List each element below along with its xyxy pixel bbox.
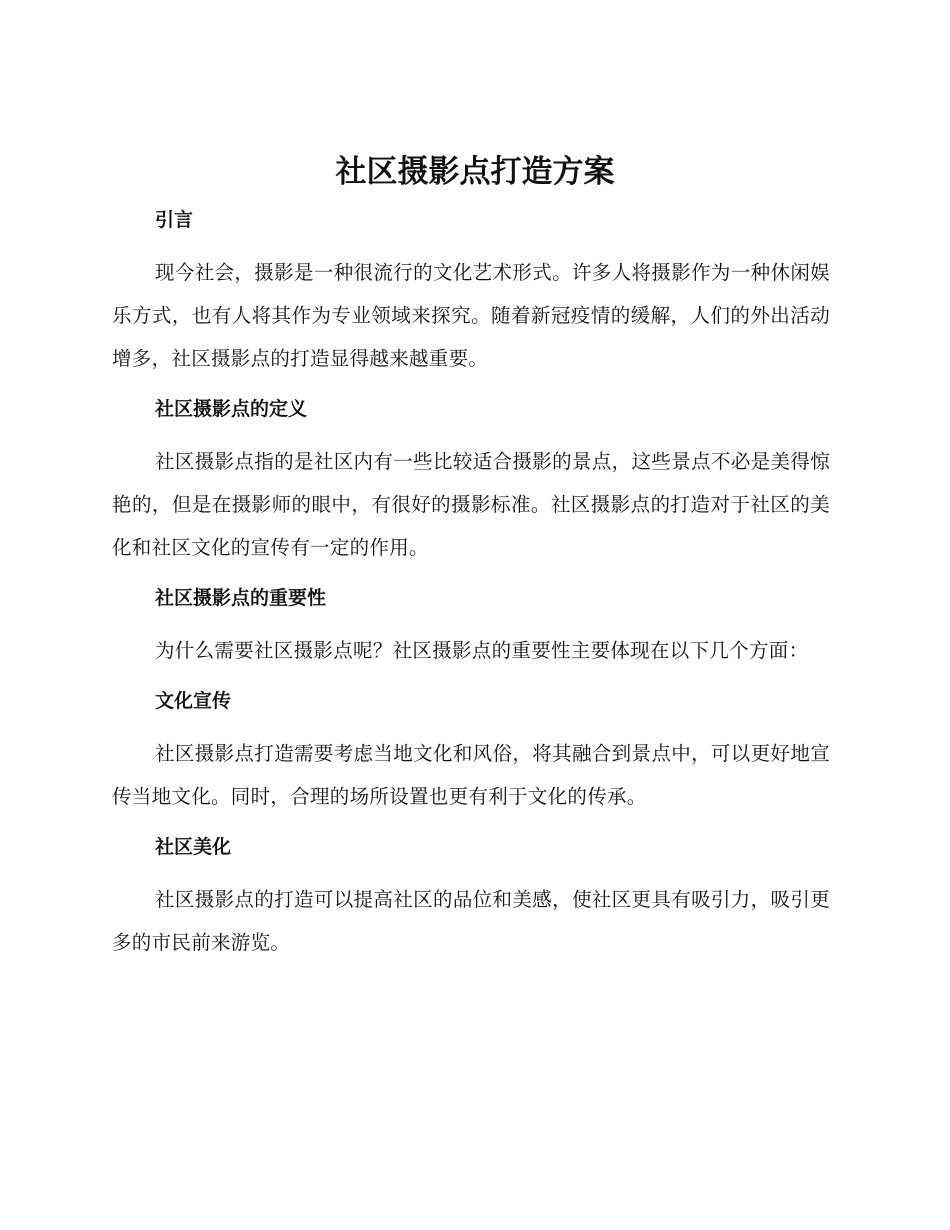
section-definition: [112, 393, 830, 569]
section-paragraph: 社区摄影点指的是社区内有一些比较适合摄影的景点，这些景点不必是美得惊艳的，但是在摄影师的眼中，有很好的摄影标准。社区摄影点的打造对于社区的美化和社区文化的宣传有一定的作用。: [112, 450, 830, 559]
document-body: [112, 204, 830, 964]
section-paragraph: 为什么需要社区摄影点呢？社区摄影点的重要性主要体现在以下几个方面：: [155, 639, 809, 662]
section-culture-promotion: [112, 685, 830, 818]
section-heading: 文化宣传: [155, 690, 232, 712]
section-community-beautification: [112, 831, 830, 964]
section-heading: 社区美化: [155, 836, 232, 858]
document-title: 社区摄影点打造方案: [335, 154, 615, 190]
section-paragraph: 社区摄影点打造需要考虑当地文化和风俗，将其融合到景点中，可以更好地宣传当地文化。同时，合理的场所设置也更有利于文化的传承。: [112, 742, 830, 808]
section-heading: 引言: [155, 209, 194, 231]
section-paragraph: 社区摄影点的打造可以提高社区的品位和美感，使社区更具有吸引力，吸引更多的市民前来游览。: [112, 888, 830, 954]
section-heading: 社区摄影点的定义: [155, 398, 308, 420]
section-importance: [112, 582, 830, 672]
section-intro: [112, 204, 830, 380]
section-heading: 社区摄影点的重要性: [155, 587, 327, 609]
section-paragraph: 现今社会，摄影是一种很流行的文化艺术形式。许多人将摄影作为一种休闲娱乐方式，也有人将其作为专业领域来探究。随着新冠疫情的缓解，人们的外出活动增多，社区摄影点的打造显得越来越重要。: [112, 261, 830, 370]
